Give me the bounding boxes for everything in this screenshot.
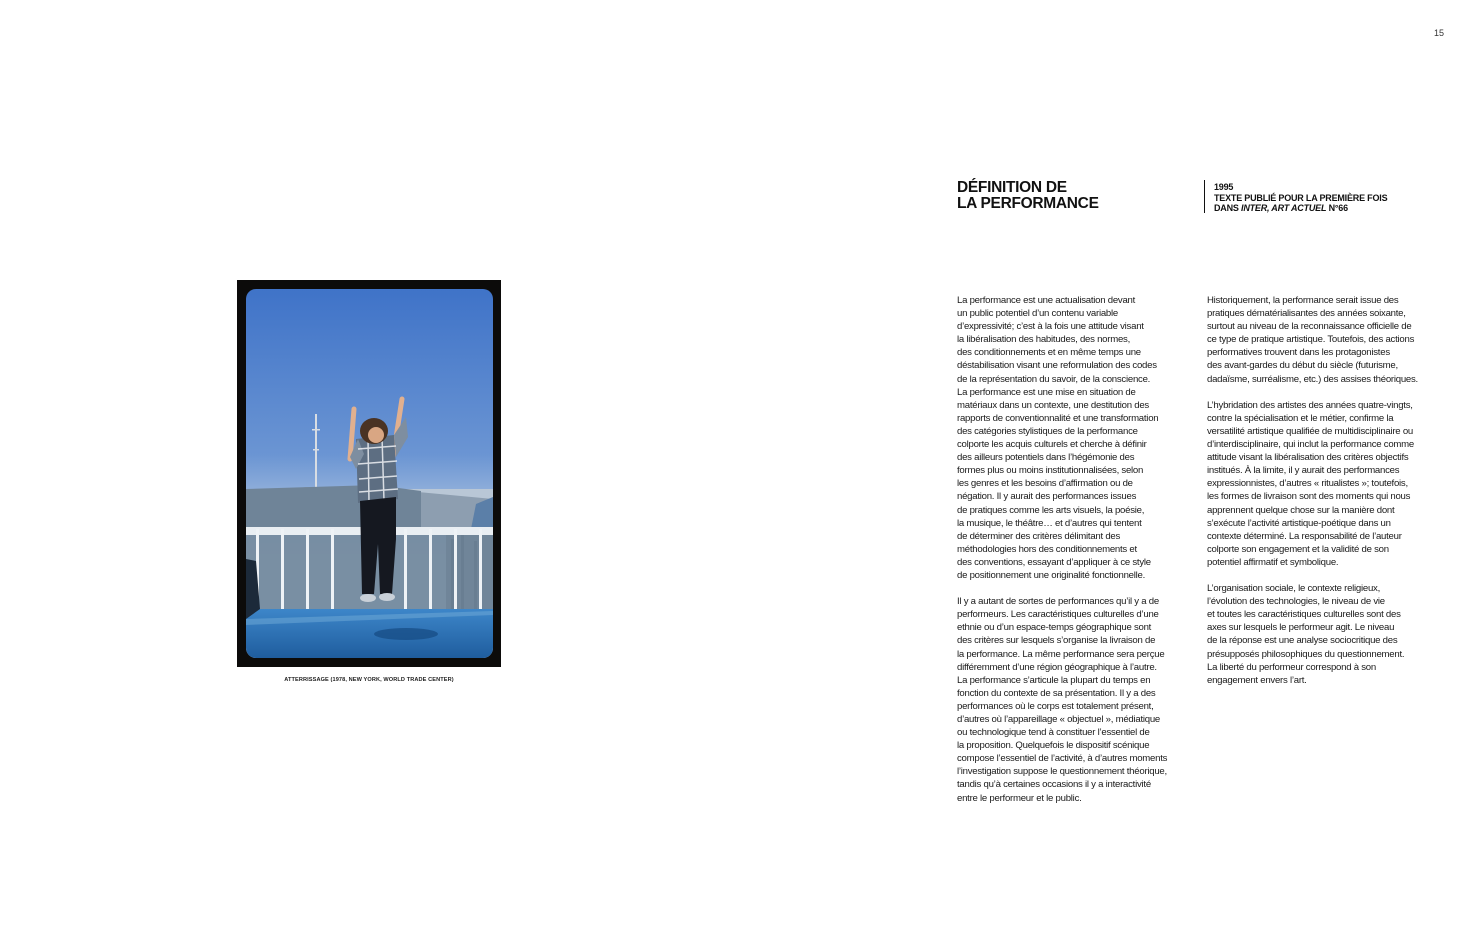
text-line: ou technologique tend à constituer l’essentiel de (957, 727, 1150, 739)
text-line: ce type de pratique artistique. Toutefois, des actions (1207, 334, 1415, 346)
title-line-1: DÉFINITION DE (957, 179, 1067, 196)
publication-year: 1995 (1214, 182, 1234, 192)
text-line: les formes de livraison sont des moments qui nous (1207, 491, 1411, 503)
text-line: l’investigation suppose le questionnement théorique, (957, 766, 1167, 778)
text-line: la performance. La même performance sera perçue (957, 648, 1165, 660)
text-line: expressionnistes, d’autres « ritualistes »; toutefois, (1207, 478, 1408, 490)
text-line: attitude visant la libéralisation des critères objectifs (1207, 452, 1409, 464)
text-line: versatilité artistique qualifiée de multidisciplinaire ou (1207, 425, 1413, 437)
text-line: La liberté du performeur correspond à son (1207, 661, 1376, 673)
text-line: des conventions, essayant d’appliquer à ce style (957, 556, 1151, 568)
text-line: colporte son engagement et la validité de son (1207, 543, 1389, 555)
text-line: la musique, le théâtre… et d’autres qui tentent (957, 517, 1142, 529)
text-line: méthodologies hors des conditionnements et (957, 543, 1137, 555)
text-line: La performance est une mise en situation de (957, 386, 1136, 398)
text-line: de la réponse est une analyse sociocritique des (1207, 635, 1398, 647)
text-line: ethnie ou d’un espace-temps géographique sont (957, 622, 1152, 634)
text-line: négation. Il y aurait des performances issues (957, 491, 1137, 503)
paragraph (1207, 582, 1443, 687)
text-line: les genres et les besoins d’affirmation ou de (957, 478, 1133, 490)
text-line: des critères sur lesquels s’organise la livraison de (957, 635, 1156, 647)
text-line: Historiquement, la performance serait issue des (1207, 295, 1399, 306)
text-line: différemment d’une région géographique à l’autre. (957, 661, 1157, 673)
text-line: déstabilisation visant une reformulation des codes (957, 360, 1157, 372)
text-line: des ailleurs potentiels dans l’hégémonie des (957, 452, 1135, 464)
text-line: la proposition. Quelquefois le dispositif scénique (957, 740, 1150, 752)
text-line: rapports de conventionnalité et une transformation (957, 412, 1159, 424)
text-line: Il y a autant de sortes de performances qu’il y a de (957, 596, 1159, 608)
text-line: un public potentiel d’un contenu variable (957, 308, 1118, 320)
text-line: matériaux dans un contexte, une destitution des (957, 399, 1149, 411)
photograph (246, 289, 493, 658)
text-line: et toutes les caractéristiques culturelles sont des (1207, 609, 1401, 621)
title-line-2: LA PERFORMANCE (957, 195, 1099, 212)
text-line: La performance s’articule la plupart du temps en (957, 674, 1151, 686)
text-line: de la représentation du savoir, de la conscience. (957, 373, 1151, 385)
publication-note (1204, 180, 1387, 213)
text-line: contre la spécialisation et le métier, confirme la (1207, 412, 1394, 424)
text-line: colporte les acquis culturels et cherche à définir (957, 439, 1147, 451)
text-line: s’exécute l’activité artistique-poétique dans un (1207, 517, 1391, 529)
text-line: La performance est une actualisation devant (957, 295, 1136, 306)
text-line: d’expressivité; c’est à la fois une attitude visant (957, 321, 1144, 333)
text-line: entre le performeur et le public. (957, 792, 1082, 804)
text-line: potentiel affirmatif et symbolique. (1207, 556, 1339, 568)
paragraph (1207, 399, 1443, 569)
text-line: formes plus ou moins institutionnalisées, selon (957, 465, 1144, 477)
text-line: L’organisation sociale, le contexte religieux, (1207, 583, 1381, 595)
publication-note-line-2 (1214, 203, 1387, 214)
text-line: performeurs. Les caractéristiques culturelles d’une (957, 609, 1159, 621)
body-column-left (957, 294, 1193, 818)
text-line: d’autres où l’appareillage « objectuel », médiatique (957, 714, 1161, 725)
text-line: des conditionnements et en même temps une (957, 347, 1141, 359)
text-line: engagement envers l’art. (1207, 674, 1307, 686)
text-line: L’hybridation des artistes des années quatre-vingts, (1207, 399, 1413, 411)
text-line: compose l’essentiel de l’activité, à d’autres moments (957, 753, 1168, 765)
text-line: dadaïsme, surréalisme, etc.) des assises théoriques. (1207, 373, 1418, 385)
text-line: performances où le corps est totalement présent, (957, 700, 1154, 712)
text-line: des avant-gardes du début du siècle (futurisme, (1207, 360, 1398, 372)
publication-source: INTER, ART ACTUEL (1241, 203, 1327, 213)
text-line: présupposés philosophiques du questionnement. (1207, 648, 1405, 660)
text-line: d’interdisciplinaire, qui inclut la performance comme (1207, 439, 1414, 451)
text-line: de pratiques comme les arts visuels, la poésie, (957, 504, 1145, 516)
text-line: de déterminer des critères délimitant des (957, 530, 1121, 542)
paragraph (1207, 294, 1443, 386)
photo-caption: ATTERRISSAGE (1978, NEW YORK, WORLD TRADE CENTER) (284, 677, 454, 683)
publication-note-prefix: DANS (1214, 203, 1242, 213)
page-number: 15 (1433, 28, 1444, 38)
text-line: performatives trouvent dans les protagonistes (1207, 347, 1390, 359)
paragraph (957, 294, 1193, 582)
publication-note-line-1: TEXTE PUBLIÉ POUR LA PREMIÈRE FOIS (1214, 192, 1388, 203)
text-line: tandis qu’à certaines occasions il y a interactivité (957, 779, 1151, 791)
text-line: pratiques dématérialisantes des années soixante, (1207, 308, 1406, 320)
text-line: surtout au niveau de la reconnaissance officielle de (1207, 321, 1412, 333)
text-line: l’évolution des technologies, le niveau de vie (1207, 596, 1385, 608)
text-line: des catégories stylistiques de la performance (957, 425, 1138, 437)
text-line: institués. À la limite, il y aurait des performances (1207, 465, 1400, 477)
article-title (957, 180, 1187, 212)
text-line: la libéralisation des habitudes, des normes, (957, 334, 1130, 346)
text-line: apprennent quelque chose sur la manière dont (1207, 504, 1395, 516)
text-line: fonction du contexte de sa présentation. Il y a des (957, 687, 1156, 699)
publication-issue: N°66 (1326, 203, 1348, 213)
photo-frame (237, 280, 501, 667)
photo-illustration (246, 289, 493, 658)
text-line: axes sur lesquels le performeur agit. Le niveau (1207, 622, 1395, 634)
body-column-right (1207, 294, 1443, 700)
text-line: de positionnement une originalité fonctionnelle. (957, 569, 1146, 581)
paragraph (957, 595, 1193, 805)
text-line: contexte déterminé. La responsabilité de l’auteur (1207, 530, 1402, 542)
